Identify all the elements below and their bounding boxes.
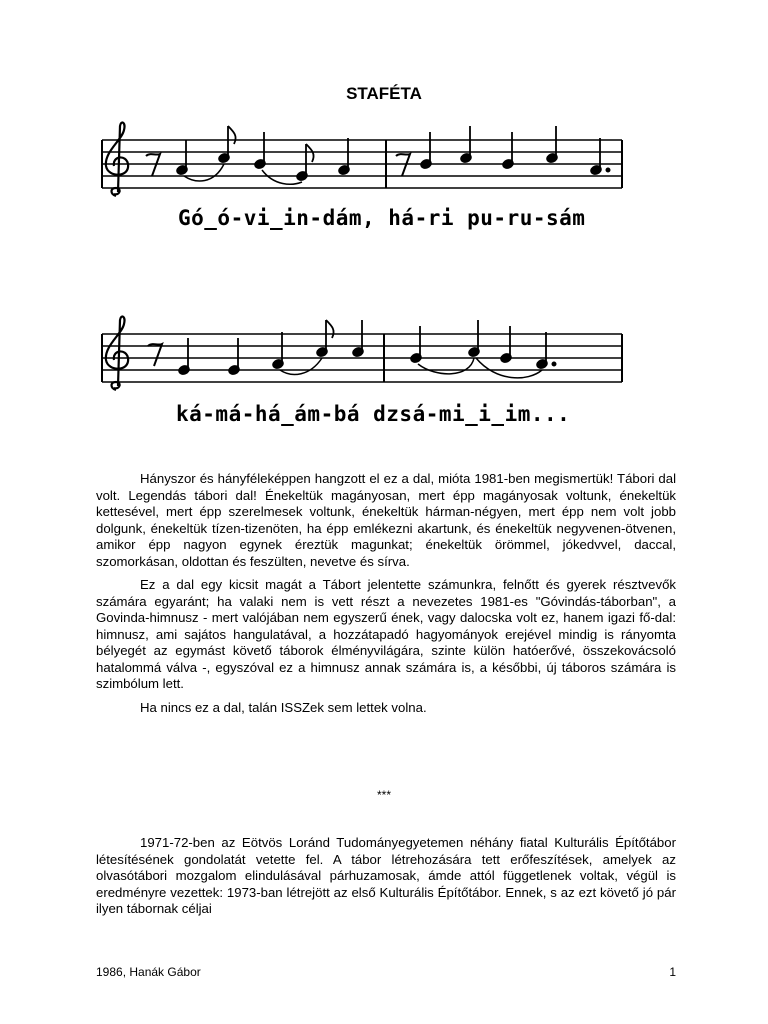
song-lyrics-line-1: Gó_ó-vi_in-dám, há-ri pu-ru-sám bbox=[178, 206, 586, 230]
paragraph: Ha nincs ez a dal, talán ISSZek sem lettek volna. bbox=[140, 699, 427, 715]
page-footer bbox=[96, 965, 676, 979]
music-staff-line-2 bbox=[96, 312, 626, 392]
music-staff-line-1 bbox=[96, 118, 626, 198]
paragraph: Hányszor és hányféleképpen hangzott el ez a dal, mióta 1981-ben megismertük! Tábori dal volt. Legendás tábori dal! Énekeltük magányosan, mert épp magányosak voltunk, énekeltük kettesével, mert épp szerelmesek voltunk, énekeltük hárman-négyen, mert épp nem volt jobb dolgunk, énekeltük tízen-tizenöten, ha épp emlékezni akartunk, és énekeltük negyvenen-ötvenen, amikor épp nagyon egynek éreztük magunkat; énekeltük örömmel, jókedvvel, daccal, szomorkásan, oldottan és feszülten, nevetve és sírva. bbox=[96, 471, 676, 569]
paragraph: 1971-72-ben az Eötvös Loránd Tudományegyetemen néhány fiatal Kulturális Építőtábor létesítésének gondolatát vetette fel. A tábor létrehozására tett erőfeszítések, amelyek az olvasótábori mozgalom elindulásával párhuzamosak, ámde attól függetlenek voltak, végül is eredményre vezettek: 1973-ban létrejött az első Kulturális Építőtábor. Ennek, s az ezt követő jó pár ilyen tábornak céljai bbox=[96, 835, 676, 916]
treble-clef-icon bbox=[106, 123, 128, 196]
page-number: 1 bbox=[669, 965, 676, 979]
second-text-section bbox=[96, 835, 676, 925]
song-lyrics-line-2: ká-má-há_ám-bá dzsá-mi_i_im... bbox=[176, 402, 571, 426]
page-title: STAFÉTA bbox=[346, 84, 422, 103]
paragraph: Ez a dal egy kicsit magát a Tábort jelentette számunkra, felnőtt és gyerek résztvevők számára egyaránt; ha valaki nem is vett részt a nevezetes 1981-es "Góvindás-táborban", a Govinda-himnusz - mert valójában nem egyszerű ének, vagy dalocska volt ez, hanem igazi fő-dal: himnusz, ami sajátos hangulatával, a hozzátapadó hagyományok erejével mindig is rányomta bélyegét az egymást követő táborok élményvilágára, szinte külön hatóerővé, összekovácsoló hatalommá válva -, egyszóval ez a himnusz annak számára is, a későbbi, új táboros számára is szimbólum lett. bbox=[96, 577, 676, 691]
treble-clef-icon bbox=[106, 317, 128, 390]
footer-author: 1986, Hanák Gábor bbox=[96, 965, 201, 979]
main-text-section bbox=[96, 471, 676, 723]
section-separator: *** bbox=[376, 788, 391, 802]
